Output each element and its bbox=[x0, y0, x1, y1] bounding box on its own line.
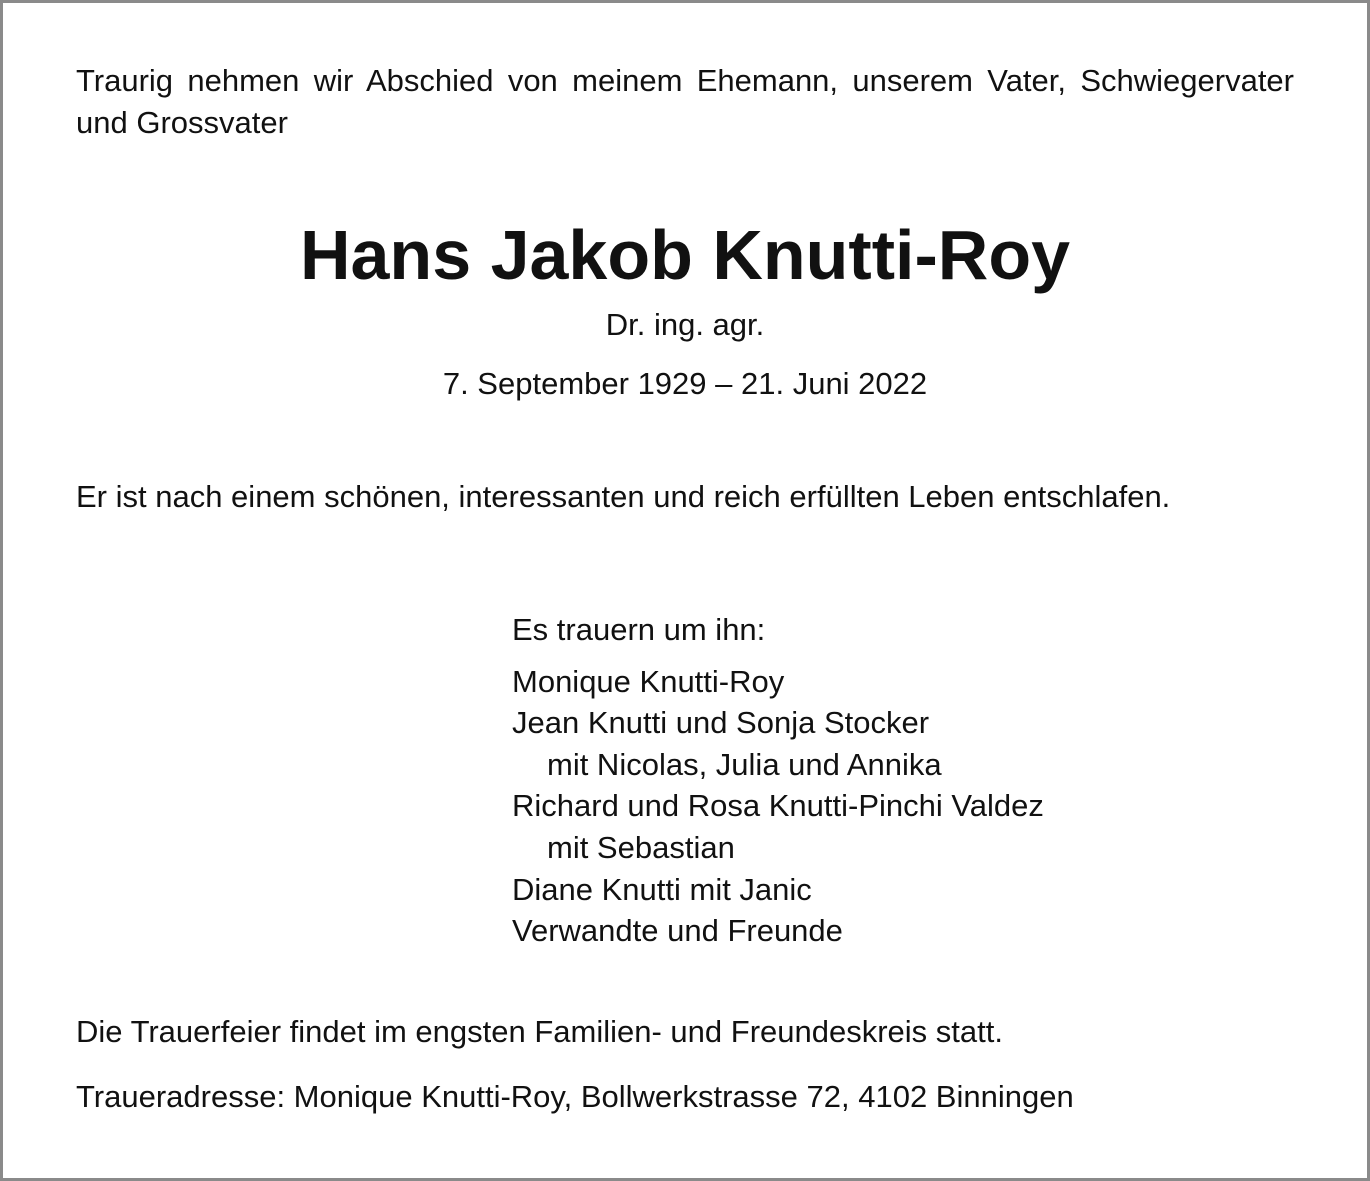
ceremony-note: Die Trauerfeier findet im engsten Familien- und Freundeskreis statt. bbox=[76, 1014, 1003, 1049]
mourners-list bbox=[512, 609, 1292, 952]
mourner-line: Diane Knutti mit Janic bbox=[512, 871, 812, 907]
mourner-line: Verwandte und Freunde bbox=[512, 913, 843, 949]
mourner-line: Richard und Rosa Knutti-Pinchi Valdez bbox=[512, 788, 1044, 824]
life-statement: Er ist nach einem schönen, interessanten und reich erfüllten Leben entschlafen. bbox=[76, 479, 1171, 514]
intro-text: Traurig nehmen wir Abschied von meinem Ehemann, unserem Vater, Schwiegervater und Grossvater bbox=[76, 63, 1294, 140]
mourner-line-indented: mit Sebastian bbox=[547, 829, 735, 865]
mourners-heading: Es trauern um ihn: bbox=[512, 612, 766, 647]
deceased-name: Hans Jakob Knutti-Roy bbox=[299, 216, 1071, 294]
mourner-line-indented: mit Nicolas, Julia und Annika bbox=[547, 746, 942, 782]
academic-title: Dr. ing. agr. bbox=[605, 307, 765, 342]
mourner-line: Monique Knutti-Roy bbox=[512, 663, 785, 699]
life-dates: 7. September 1929 – 21. Juni 2022 bbox=[442, 366, 928, 401]
mourning-address: Traueradresse: Monique Knutti-Roy, Bollwerkstrasse 72, 4102 Binningen bbox=[76, 1079, 1074, 1114]
mourner-line: Jean Knutti und Sonja Stocker bbox=[512, 705, 930, 741]
